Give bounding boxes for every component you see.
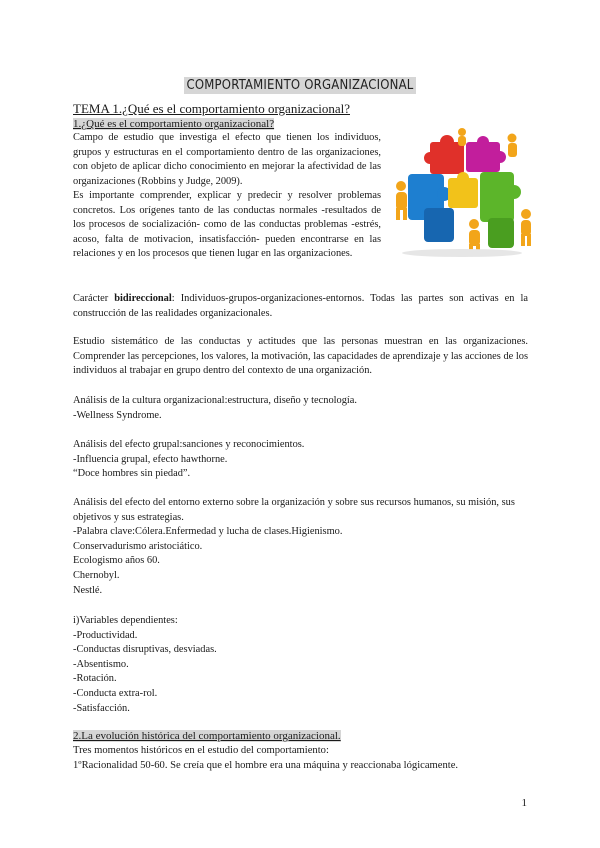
- grupal-block: [73, 438, 528, 482]
- bidireccional-prefix: Carácter: [73, 293, 115, 304]
- entorno-line: Análisis del efecto del entorno externo sobre la organización y sobre sus recursos humanos, su misión, sus objetivos y sus estrategias.: [73, 497, 515, 523]
- entorno-line: Nestlé.: [73, 584, 103, 596]
- variables-item: -Conductas disruptivas, desviadas.: [73, 644, 217, 656]
- grupal-line: “Doce hombres sin piedad”.: [73, 468, 191, 480]
- grupal-line: -Influencia grupal, efecto hawthorne.: [73, 453, 228, 465]
- cultura-line: Análisis de la cultura organizacional:estructura, diseño y tecnología.: [73, 395, 358, 406]
- entorno-line: -Palabra clave:Cólera.Enfermedad y lucha de clases.Higienismo.: [73, 526, 343, 538]
- section-2-heading-text: 2.La evolución histórica del comportamiento organizacional.: [73, 730, 341, 742]
- entorno-line: Ecologismo años 60.: [73, 555, 160, 567]
- page-number: 1: [521, 797, 527, 809]
- evolucion-line: 1ºRacionalidad 50-60. Se creía que el hombre era una máquina y reaccionaba lógicamente.: [73, 759, 459, 771]
- orange-figure-far-right: [521, 209, 531, 246]
- variables-item: -Rotación.: [73, 673, 117, 685]
- title-wrap: [0, 76, 600, 94]
- variables-item: -Absentismo.: [73, 658, 129, 670]
- orange-figure-right: [508, 134, 518, 158]
- section-1-heading: [73, 117, 274, 131]
- variables-item: -Satisfacción.: [73, 702, 130, 714]
- intro-paragraph-2: Es importante comprender, explicar y predecir y resolver problemas concretos. Los orígenes tanto de las conductas normales -resultados de los procesos de socialización- como de las conductas problemas -estrés, acoso, falta de motivacion, insatisfacción- pueden encontrarse en las relaciones y en los procesos que tienen lugar en las organizaciones.: [73, 190, 381, 260]
- bidireccional-paragraph: [73, 292, 528, 321]
- orange-figure-top: [458, 128, 466, 146]
- cultura-block: [73, 394, 528, 423]
- puzzle-piece-green: [480, 172, 521, 248]
- section-1-heading-text: 1.¿Qué es el comportamiento organizacional?: [73, 118, 275, 130]
- bidireccional-rest: : Individuos-grupos-organizaciones-entornos. Todas las partes son activas en la construcción de las realidades organizacionales.: [73, 293, 528, 319]
- cultura-line: -Wellness Syndrome.: [73, 409, 162, 421]
- section-2-heading: [73, 729, 341, 743]
- entorno-line: Chernobyl.: [73, 569, 120, 581]
- puzzle-team-illustration: [388, 128, 534, 258]
- bidireccional-bold: bidireccional: [114, 293, 172, 304]
- variables-heading: i)Variables dependientes:: [73, 615, 178, 626]
- entorno-block: [73, 496, 528, 598]
- tema-heading: TEMA 1.¿Qué es el comportamiento organizacional?: [73, 101, 350, 116]
- evolucion-line: Tres momentos históricos en el estudio del comportamiento:: [73, 745, 329, 756]
- document-title: COMPORTAMIENTO ORGANIZACIONAL: [186, 78, 414, 93]
- puzzle-piece-yellow: [448, 172, 478, 208]
- puzzle-piece-blue: [408, 174, 454, 242]
- estudio-paragraph: Estudio sistemático de las conductas y actitudes que las personas muestran en las organizaciones. Comprender las percepciones, los valores, la motivación, las capacidades de aprendizaje y las acciones de los individuos al trabajar en grupo dentro del contexto de una organización.: [73, 336, 528, 377]
- entorno-line: Conservadurismo aristociático.: [73, 540, 203, 552]
- intro-paragraph: Campo de estudio que investiga el efecto que tienen los individuos, grupos y estructuras en el comportamiento dentro de las organizaciones, con objeto de aplicar dicho conocimiento en mejorar la afectividad de las organizaciones (Robbins y Judge, 2009).: [73, 132, 381, 187]
- variables-item: -Productividad.: [73, 629, 138, 641]
- puzzle-piece-magenta: [466, 136, 506, 172]
- evolucion-block: [73, 744, 533, 773]
- grupal-line: Análisis del efecto grupal:sanciones y reconocimientos.: [73, 439, 305, 450]
- orange-figure-left: [396, 181, 407, 220]
- variables-block: [73, 614, 528, 716]
- variables-item: -Conducta extra-rol.: [73, 687, 158, 699]
